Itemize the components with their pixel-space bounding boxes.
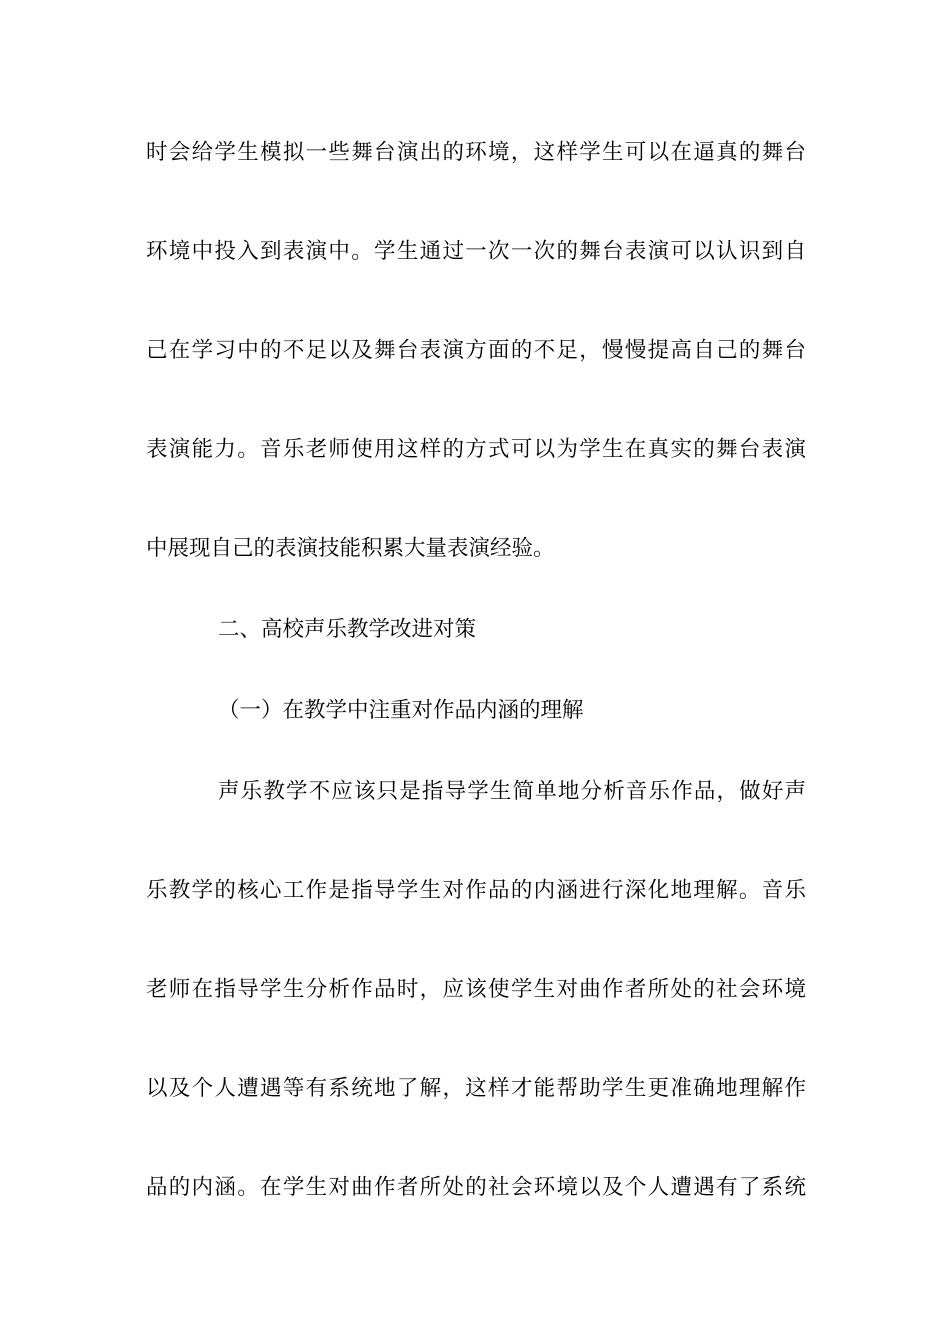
paragraph-line: 时会给学生模拟一些舞台演出的环境，这样学生可以在逼真的舞台	[146, 140, 806, 165]
subsection-heading: （一）在教学中注重对作品内涵的理解	[218, 698, 584, 723]
paragraph-line: 表演能力。音乐老师使用这样的方式可以为学生在真实的舞台表演	[146, 437, 806, 462]
paragraph-line: 老师在指导学生分析作品时，应该使学生对曲作者所处的社会环境	[146, 977, 806, 1002]
paragraph-line: 乐教学的核心工作是指导学生对作品的内涵进行深化地理解。音乐	[146, 878, 806, 903]
section-heading: 二、高校声乐教学改进对策	[218, 617, 477, 642]
paragraph-line: 声乐教学不应该只是指导学生简单地分析音乐作品，做好声	[218, 779, 806, 804]
paragraph-line: 品的内涵。在学生对曲作者所处的社会环境以及个人遭遇有了系统	[146, 1175, 806, 1200]
paragraph-line: 环境中投入到表演中。学生通过一次一次的舞台表演可以认识到自	[146, 239, 806, 264]
paragraph-line: 己在学习中的不足以及舞台表演方面的不足，慢慢提高自己的舞台	[146, 338, 806, 363]
paragraph-line: 中展现自己的表演技能积累大量表演经验。	[146, 536, 555, 561]
paragraph-line: 以及个人遭遇等有系统地了解，这样才能帮助学生更准确地理解作	[146, 1076, 806, 1101]
